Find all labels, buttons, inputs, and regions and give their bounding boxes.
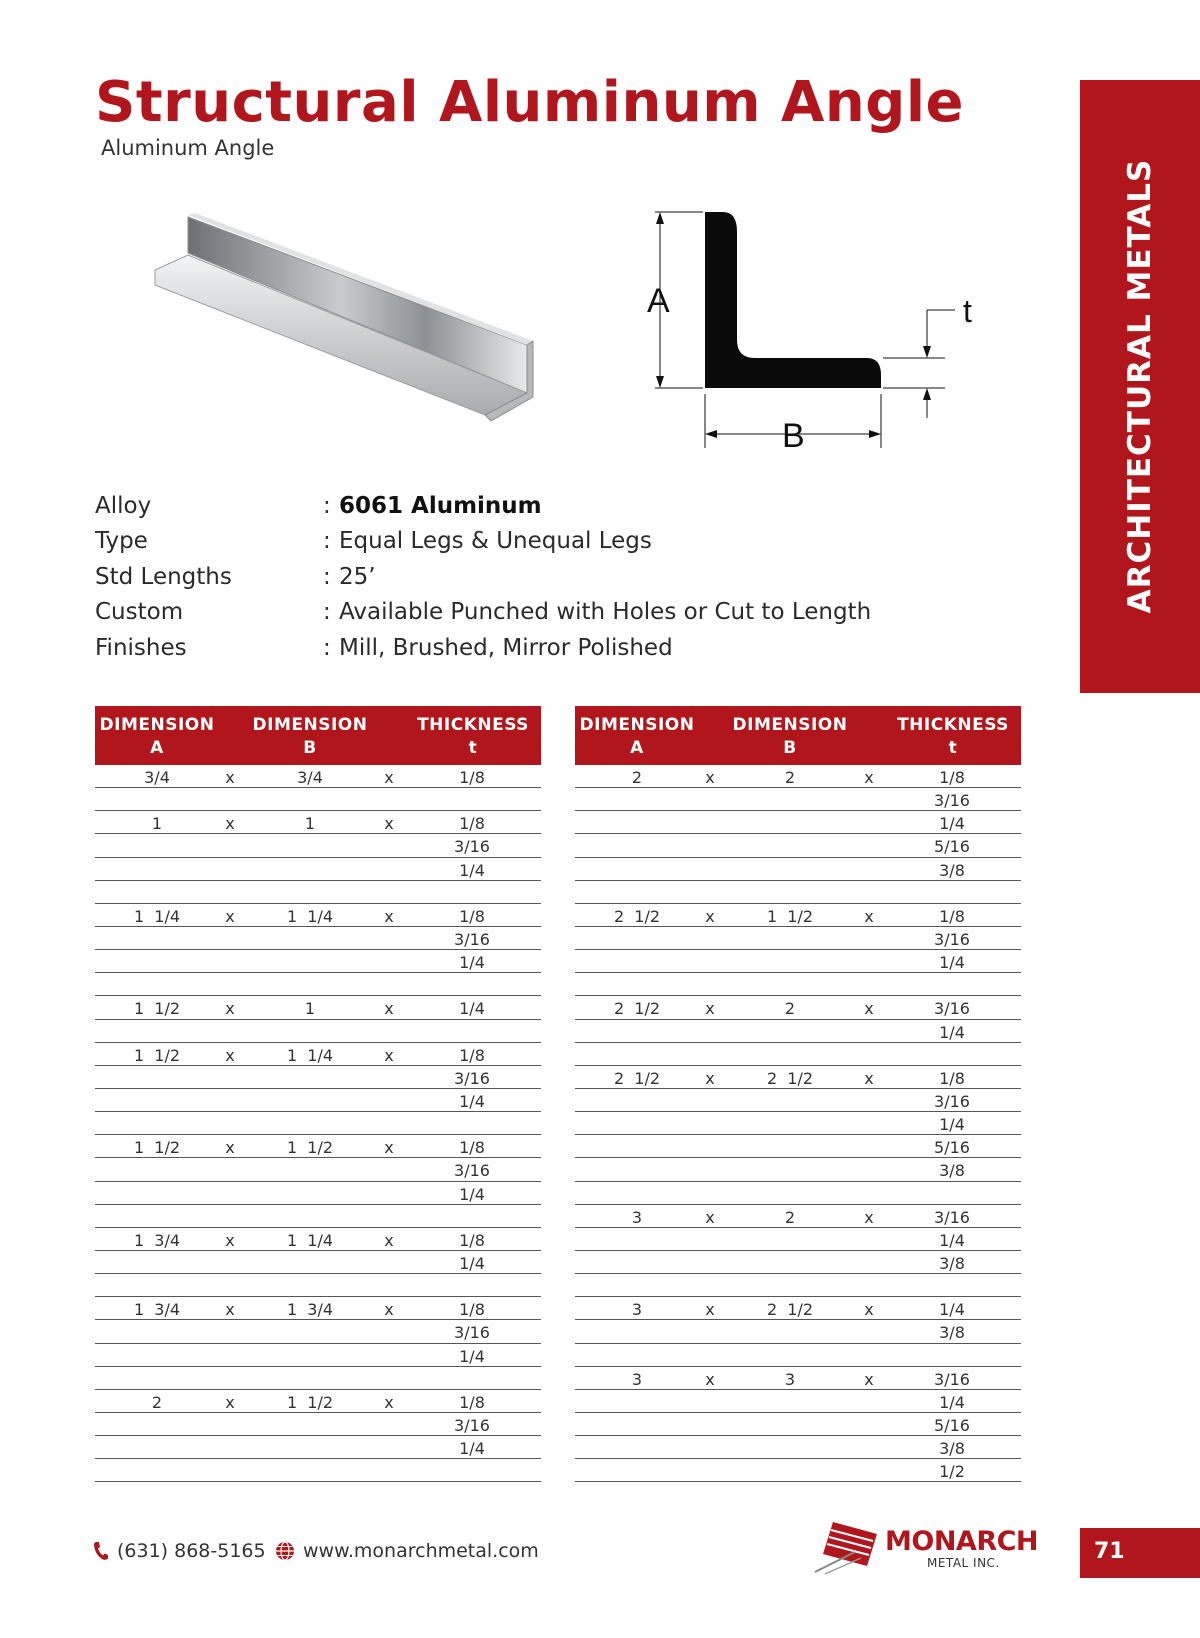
cell-dimension-b: 2 xyxy=(784,999,796,1019)
cell-separator: x xyxy=(384,1392,394,1412)
table-row xyxy=(575,1436,1021,1459)
header-dimension-b: DIMENSION B xyxy=(732,715,848,758)
table-row xyxy=(95,1320,541,1343)
footer-website[interactable] xyxy=(275,1540,539,1562)
cell-dimension-b: 1 1/2 xyxy=(286,1392,334,1412)
table-row xyxy=(575,1274,1021,1297)
table-row xyxy=(95,1228,541,1251)
globe-icon xyxy=(275,1541,295,1561)
cell-dimension-b: 3 xyxy=(784,1369,796,1389)
table-row xyxy=(95,1182,541,1205)
monarch-logo-mark-icon xyxy=(815,1520,885,1575)
cell-separator: x xyxy=(864,1300,874,1320)
cell-dimension-b: 3/4 xyxy=(297,768,323,787)
cell-thickness: 1/4 xyxy=(459,1184,485,1204)
table-row xyxy=(575,1320,1021,1343)
cell-separator: x xyxy=(225,1045,235,1065)
header-thickness: THICKNESS t xyxy=(417,715,529,758)
cell-dimension-b: 1 3/4 xyxy=(286,1300,334,1320)
cell-thickness: 1/8 xyxy=(939,1068,965,1088)
cell-thickness: 3/16 xyxy=(454,1068,490,1088)
table-row xyxy=(575,881,1021,904)
table-row xyxy=(95,1297,541,1320)
cell-dimension-a: 3/4 xyxy=(144,768,170,787)
cell-thickness: 3/16 xyxy=(454,1415,490,1435)
cell-thickness: 1/4 xyxy=(939,1300,965,1320)
cell-thickness: 1/4 xyxy=(459,999,485,1019)
table-row xyxy=(575,1205,1021,1228)
aluminum-angle-photo xyxy=(155,215,555,445)
cell-dimension-b: 1 1/4 xyxy=(286,1230,334,1250)
cell-thickness: 1/4 xyxy=(459,1346,485,1366)
table-row xyxy=(575,1413,1021,1436)
spec-value: 25’ xyxy=(339,563,376,590)
cell-thickness: 1/8 xyxy=(459,1045,485,1065)
table-row xyxy=(575,765,1021,788)
cell-thickness: 1/8 xyxy=(939,906,965,926)
cell-thickness: 3/16 xyxy=(934,1369,970,1389)
diagram-label-t: t xyxy=(963,293,972,329)
angle-dimension-diagram xyxy=(647,210,1030,470)
table-row xyxy=(95,1089,541,1112)
cell-separator: x xyxy=(225,906,235,926)
table-row xyxy=(575,811,1021,834)
cell-thickness: 1/4 xyxy=(939,814,965,834)
table-row xyxy=(95,765,541,788)
spec-label: Alloy xyxy=(95,492,152,519)
cell-thickness: 3/8 xyxy=(939,1161,965,1181)
cell-thickness: 1/8 xyxy=(459,814,485,834)
table-header xyxy=(575,706,1021,765)
cell-separator: x xyxy=(864,768,874,787)
cell-thickness: 5/16 xyxy=(934,1415,970,1435)
table-row xyxy=(575,1182,1021,1205)
phone-icon xyxy=(93,1541,109,1561)
table-row xyxy=(575,1297,1021,1320)
cell-thickness: 3/16 xyxy=(934,999,970,1019)
table-row xyxy=(575,927,1021,950)
cell-thickness: 1/8 xyxy=(459,768,485,787)
table-row xyxy=(95,973,541,996)
cell-separator: x xyxy=(864,999,874,1019)
cell-separator: x xyxy=(384,1300,394,1320)
table-row xyxy=(575,834,1021,857)
cell-dimension-a: 1 3/4 xyxy=(133,1300,181,1320)
table-row xyxy=(575,858,1021,881)
cell-separator: x xyxy=(225,1138,235,1158)
table-row xyxy=(575,1135,1021,1158)
spec-label: Custom xyxy=(95,599,184,626)
cell-separator: x xyxy=(705,1300,715,1320)
table-row xyxy=(95,1135,541,1158)
table-row xyxy=(95,1158,541,1181)
cell-thickness: 3/16 xyxy=(934,1091,970,1111)
phone-number: (631) 868-5165 xyxy=(117,1540,266,1562)
cell-separator: x xyxy=(864,1068,874,1088)
cell-dimension-a: 1 3/4 xyxy=(133,1230,181,1250)
cell-thickness: 3/8 xyxy=(939,1253,965,1273)
cell-separator: x xyxy=(225,1230,235,1250)
spec-label: Std Lengths xyxy=(95,563,232,590)
logo-subtitle: METAL INC. xyxy=(927,1556,1000,1570)
cell-thickness: 1/8 xyxy=(459,1230,485,1250)
table-row xyxy=(95,904,541,927)
table-row xyxy=(575,1344,1021,1367)
logo-name: MONARCH xyxy=(885,1526,1039,1557)
cell-dimension-a: 2 1/2 xyxy=(613,999,661,1019)
cell-separator: x xyxy=(705,768,715,787)
cell-thickness: 3/8 xyxy=(939,1439,965,1459)
table-row xyxy=(95,1367,541,1390)
header-thickness: THICKNESS t xyxy=(897,715,1009,758)
table-row xyxy=(575,973,1021,996)
table-row xyxy=(575,950,1021,973)
cell-separator: x xyxy=(705,1369,715,1389)
table-row xyxy=(95,1436,541,1459)
cell-separator: x xyxy=(864,1369,874,1389)
spec-list xyxy=(95,488,871,666)
table-row xyxy=(95,1205,541,1228)
section-tab xyxy=(1080,80,1200,693)
spec-value: Mill, Brushed, Mirror Polished xyxy=(339,634,673,661)
spec-value: 6061 Aluminum xyxy=(339,492,542,519)
table-row xyxy=(95,1459,541,1482)
table-row xyxy=(95,1274,541,1297)
spec-value: Available Punched with Holes or Cut to Length xyxy=(339,599,872,626)
cell-separator: x xyxy=(864,1207,874,1227)
cell-dimension-a: 2 1/2 xyxy=(613,906,661,926)
cell-thickness: 3/16 xyxy=(934,791,970,811)
cell-separator: x xyxy=(384,1138,394,1158)
cell-dimension-b: 2 1/2 xyxy=(766,1068,814,1088)
table-row xyxy=(95,858,541,881)
footer-phone[interactable] xyxy=(93,1540,266,1562)
cell-separator: x xyxy=(225,1300,235,1320)
table-body xyxy=(95,765,541,1482)
table-row xyxy=(575,1459,1021,1482)
table-row xyxy=(95,996,541,1019)
spec-label: Type xyxy=(95,528,148,555)
header-dimension-a: DIMENSION A xyxy=(99,715,215,758)
cell-thickness: 1/8 xyxy=(459,906,485,926)
spec-row-type: Type : Equal Legs & Unequal Legs xyxy=(95,528,652,555)
cell-separator: x xyxy=(705,906,715,926)
page-number: 71 xyxy=(1094,1539,1125,1564)
page-subtitle: Aluminum Angle xyxy=(101,136,275,160)
company-logo xyxy=(815,1520,1039,1580)
cell-dimension-a: 3 xyxy=(631,1369,643,1389)
cell-dimension-b: 1 xyxy=(304,999,316,1019)
cell-dimension-b: 2 1/2 xyxy=(766,1300,814,1320)
cell-thickness: 1/8 xyxy=(459,1138,485,1158)
cell-separator: x xyxy=(384,1045,394,1065)
table-row xyxy=(95,788,541,811)
cell-separator: x xyxy=(384,814,394,834)
table-row xyxy=(575,1112,1021,1135)
dimension-table-right xyxy=(575,706,1021,1482)
cell-thickness: 1/4 xyxy=(939,1115,965,1135)
spec-row-alloy: Alloy : 6061 Aluminum xyxy=(95,492,542,519)
table-row xyxy=(575,1158,1021,1181)
table-row xyxy=(95,1020,541,1043)
table-row xyxy=(95,950,541,973)
cell-dimension-a: 3 xyxy=(631,1207,643,1227)
cell-thickness: 3/16 xyxy=(454,1161,490,1181)
table-row xyxy=(575,904,1021,927)
cell-dimension-a: 1 1/2 xyxy=(133,1138,181,1158)
cell-separator: x xyxy=(705,1207,715,1227)
cell-thickness: 5/16 xyxy=(934,1138,970,1158)
table-row xyxy=(575,1228,1021,1251)
cell-thickness: 1/4 xyxy=(939,1230,965,1250)
table-row xyxy=(95,1043,541,1066)
cell-thickness: 5/16 xyxy=(934,837,970,857)
cell-dimension-a: 1 xyxy=(151,814,163,834)
cell-dimension-b: 1 1/2 xyxy=(286,1138,334,1158)
cell-separator: x xyxy=(384,906,394,926)
spec-row-custom: Custom : Available Punched with Holes or Cut to Length xyxy=(95,599,872,626)
table-row xyxy=(575,1367,1021,1390)
table-row xyxy=(95,834,541,857)
spec-row-finishes: Finishes : Mill, Brushed, Mirror Polished xyxy=(95,634,673,661)
cell-separator: x xyxy=(864,906,874,926)
table-header xyxy=(95,706,541,765)
table-row xyxy=(575,996,1021,1019)
cell-separator: x xyxy=(225,768,235,787)
dimension-table-left xyxy=(95,706,541,1482)
table-row xyxy=(575,1089,1021,1112)
cell-thickness: 3/16 xyxy=(454,929,490,949)
table-row xyxy=(95,1344,541,1367)
table-row xyxy=(95,1112,541,1135)
cell-dimension-a: 2 xyxy=(631,768,643,787)
cell-thickness: 1/4 xyxy=(459,1439,485,1459)
header-dimension-a: DIMENSION A xyxy=(579,715,695,758)
page-number-box xyxy=(1080,1528,1200,1578)
table-row xyxy=(95,927,541,950)
diagram-label-a: A xyxy=(647,282,670,320)
section-tab-label: ARCHITECTURAL METALS xyxy=(1122,158,1158,614)
cell-dimension-b: 2 xyxy=(784,1207,796,1227)
table-row xyxy=(95,811,541,834)
cell-thickness: 1/4 xyxy=(459,953,485,973)
spec-value: Equal Legs & Unequal Legs xyxy=(339,528,652,555)
cell-separator: x xyxy=(384,768,394,787)
cell-thickness: 3/16 xyxy=(934,929,970,949)
website-url: www.monarchmetal.com xyxy=(303,1540,539,1562)
table-row xyxy=(575,1043,1021,1066)
cell-separator: x xyxy=(225,1392,235,1412)
cell-dimension-a: 1 1/4 xyxy=(133,906,181,926)
cell-thickness: 1/4 xyxy=(939,1022,965,1042)
cell-separator: x xyxy=(705,1068,715,1088)
spec-label: Finishes xyxy=(95,634,187,661)
cell-thickness: 3/16 xyxy=(454,837,490,857)
spec-row-lengths: Std Lengths : 25’ xyxy=(95,563,376,590)
cell-thickness: 1/8 xyxy=(459,1392,485,1412)
page-title: Structural Aluminum Angle xyxy=(95,70,965,135)
cell-thickness: 1/4 xyxy=(459,1091,485,1111)
cell-dimension-a: 2 1/2 xyxy=(613,1068,661,1088)
cell-dimension-b: 2 xyxy=(784,768,796,787)
table-row xyxy=(95,1413,541,1436)
table-row xyxy=(575,1251,1021,1274)
table-row xyxy=(95,1066,541,1089)
cell-dimension-a: 3 xyxy=(631,1300,643,1320)
cell-thickness: 1/4 xyxy=(459,1253,485,1273)
cell-thickness: 3/16 xyxy=(934,1207,970,1227)
cell-separator: x xyxy=(384,1230,394,1250)
cell-separator: x xyxy=(705,999,715,1019)
header-dimension-b: DIMENSION B xyxy=(252,715,368,758)
cell-dimension-a: 1 1/2 xyxy=(133,1045,181,1065)
table-row xyxy=(575,1066,1021,1089)
cell-separator: x xyxy=(225,814,235,834)
cell-separator: x xyxy=(225,999,235,1019)
cell-thickness: 3/8 xyxy=(939,860,965,880)
cell-dimension-b: 1 1/4 xyxy=(286,906,334,926)
cell-thickness: 1/8 xyxy=(939,768,965,787)
table-row xyxy=(575,788,1021,811)
cell-thickness: 1/4 xyxy=(939,1392,965,1412)
table-row xyxy=(95,1390,541,1413)
cell-dimension-a: 1 1/2 xyxy=(133,999,181,1019)
table-row xyxy=(95,881,541,904)
cell-thickness: 1/8 xyxy=(459,1300,485,1320)
cell-thickness: 3/8 xyxy=(939,1323,965,1343)
cell-dimension-b: 1 1/2 xyxy=(766,906,814,926)
cell-dimension-a: 2 xyxy=(151,1392,163,1412)
table-row xyxy=(95,1251,541,1274)
cell-thickness: 1/4 xyxy=(939,953,965,973)
cell-dimension-b: 1 xyxy=(304,814,316,834)
table-row xyxy=(575,1020,1021,1043)
cell-dimension-b: 1 1/4 xyxy=(286,1045,334,1065)
cell-thickness: 1/2 xyxy=(939,1462,965,1482)
table-body xyxy=(575,765,1021,1482)
diagram-label-b: B xyxy=(782,417,805,455)
cell-thickness: 1/4 xyxy=(459,860,485,880)
cell-separator: x xyxy=(384,999,394,1019)
cell-thickness: 3/16 xyxy=(454,1323,490,1343)
table-row xyxy=(575,1390,1021,1413)
